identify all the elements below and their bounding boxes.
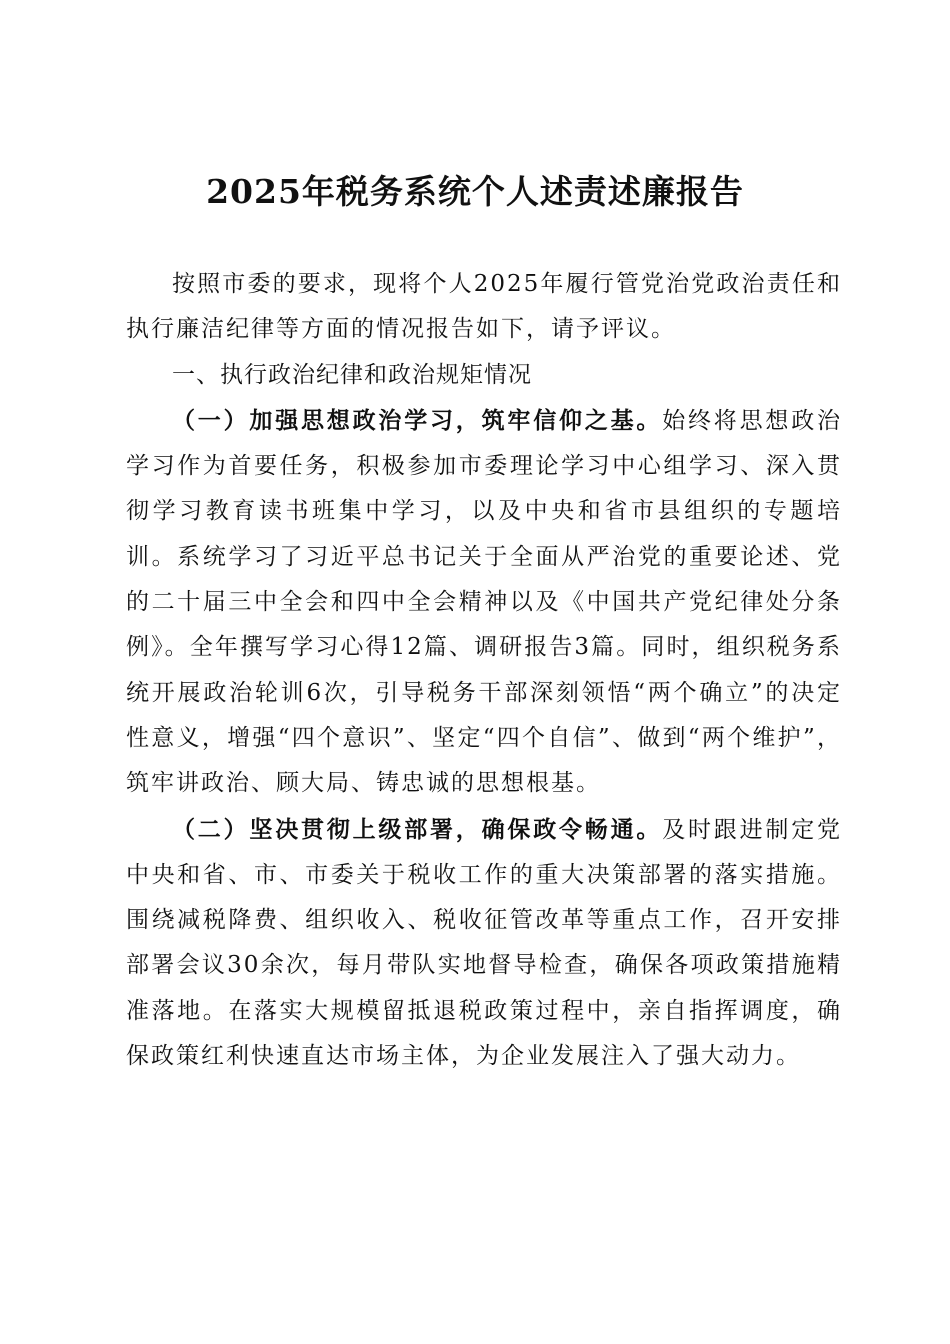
paragraph-text-1: 始终将思想政治学习作为首要任务，积极参加市委理论学习中心组学习、深入贯彻学习教育读书班集中学习，以及中央和省市县组织的专题培训。系统学习了习近平总书记关于全面从严治党的重要论述、党的二十届三中全会和四中全会精神以及《中国共产党纪律处分条例》。全年撰写学习心得12篇、调研报告3篇。同时，组织税务系统开展政治轮训6次，引导税务干部深刻领悟“两个确立”的决定性意义，增强“四个意识”、坚定“四个自信”、做到“两个维护”，筑牢讲政治、顾大局、铸忠诚的思想根基。: [126, 407, 843, 797]
intro-paragraph: 按照市委的要求，现将个人2025年履行管党治党政治责任和执行廉洁纪律等方面的情况报告如下，请予评议。: [126, 271, 842, 343]
section-paragraph-2: [126, 807, 842, 1080]
paragraph-lead-1: （一）加强思想政治学习，筑牢信仰之基。: [172, 406, 663, 434]
document-body: [126, 262, 842, 1079]
paragraph-text-2: 及时跟进制定党中央和省、市、市委关于税收工作的重大决策部署的落实措施。围绕减税降费、组织收入、税收征管改革等重点工作，召开安排部署会议30余次，每月带队实地督导检查，确保各项政策措施精准落地。在落实大规模留抵退税政策过程中，亲自指挥调度，确保政策红利快速直达市场主体，为企业发展注入了强大动力。: [126, 816, 843, 1070]
paragraph-lead-2: （二）坚决贯彻上级部署，确保政令畅通。: [172, 815, 663, 843]
section-heading: 一、执行政治纪律和政治规矩情况: [172, 361, 532, 388]
document-title: 2025年税务系统个人述责述廉报告: [206, 172, 744, 211]
section-paragraph-1: [126, 398, 842, 807]
